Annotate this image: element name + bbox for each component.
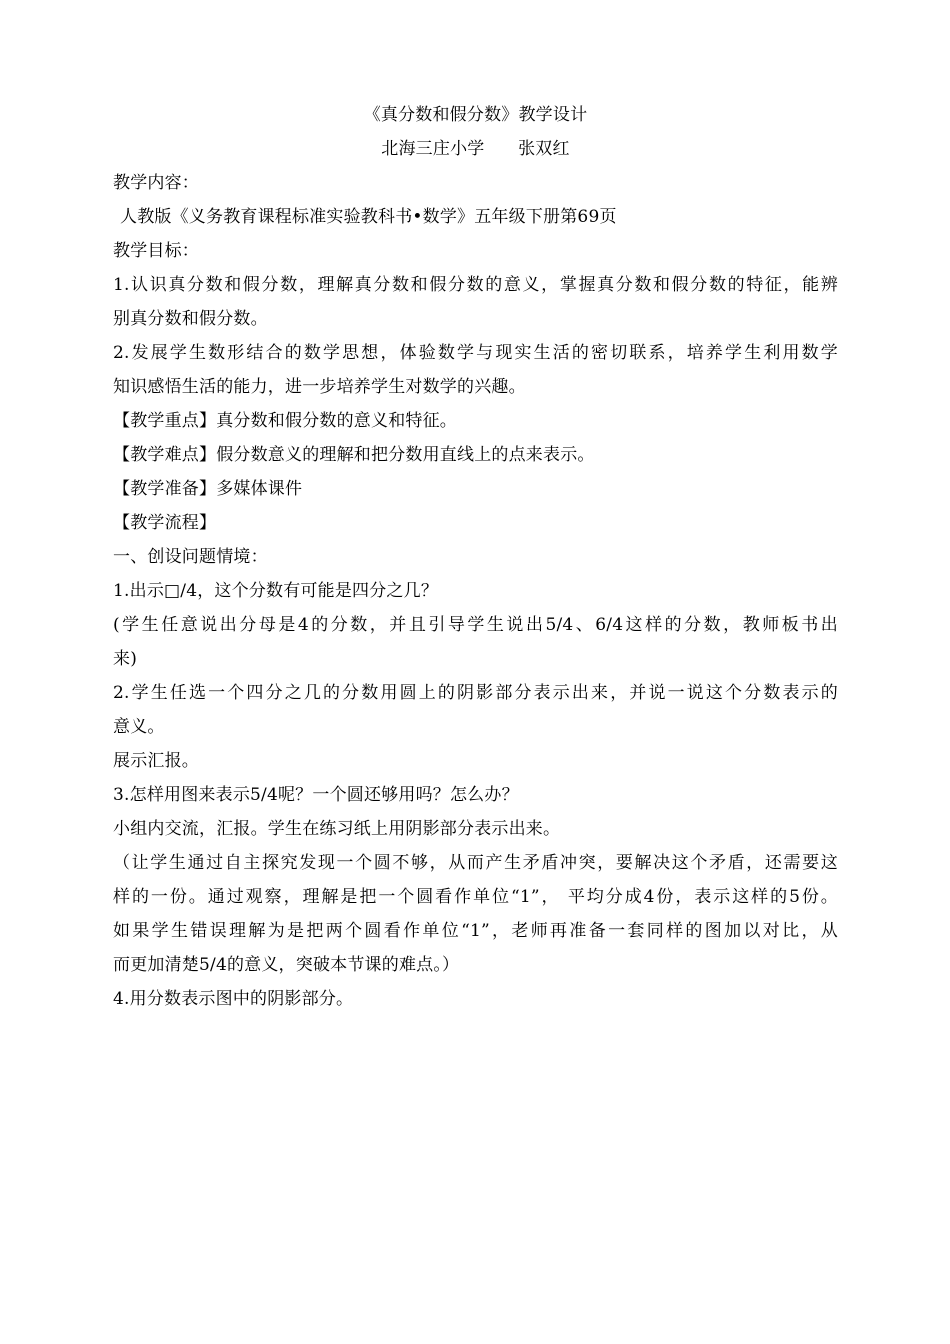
text-line: （让学生通过自主探究发现一个圆不够，从而产生矛盾冲突，要解决这个矛盾，还需要这 [113,853,838,873]
text-line: 【教学重点】真分数和假分数的意义和特征。 [113,411,457,431]
text-line: 2.发展学生数形结合的数学思想，体验数学与现实生活的密切联系，培养学生利用数学 [113,343,838,363]
text-line: 知识感悟生活的能力，进一步培养学生对数学的兴趣。 [113,377,526,397]
text-line: 教学目标： [113,241,199,261]
text-line: 而更加清楚5/4的意义，突破本节课的难点。） [113,955,460,975]
document-body [113,166,838,1016]
text-line: 2.学生任选一个四分之几的分数用圆上的阴影部分表示出来，并说一说这个分数表示的 [113,683,838,703]
text-line: 1.出示□/4，这个分数有可能是四分之几？ [113,581,439,601]
text-line: 1.认识真分数和假分数，理解真分数和假分数的意义，掌握真分数和假分数的特征，能辨 [113,275,838,295]
text-line: 4.用分数表示图中的阴影部分。 [113,989,354,1009]
text-line: 样的一份。通过观察，理解是把一个圆看作单位“1”， 平均分成4份，表示这样的5份。 [113,887,838,907]
text-line: 人教版《义务教育课程标准实验教科书•数学》五年级下册第69页 [120,207,617,227]
text-line: 【教学准备】多媒体课件 [113,479,303,499]
text-line: 如果学生错误理解为是把两个圆看作单位“1”，老师再准备一套同样的图加以对比，从 [113,921,838,941]
text-line: 教学内容： [113,173,199,193]
text-line: 展示汇报。 [113,751,199,771]
document-title: 《真分数和假分数》教学设计 [363,105,588,125]
text-line: 一、创设问题情境： [113,547,268,567]
text-line: 【教学流程】 [113,513,217,533]
text-line: 【教学难点】假分数意义的理解和把分数用直线上的点来表示。 [113,445,595,465]
text-line: 小组内交流，汇报。学生在练习纸上用阴影部分表示出来。 [113,819,561,839]
author-line: 北海三庄小学 张双红 [381,139,570,159]
text-line: (学生任意说出分母是4的分数，并且引导学生说出5/4、6/4这样的分数，教师板书出 [113,615,838,635]
text-line: 别真分数和假分数。 [113,309,268,329]
text-line: 来) [113,649,138,669]
text-line: 意义。 [113,717,165,737]
text-line: 3.怎样用图来表示5/4呢？一个圆还够用吗？怎么办？ [113,785,519,805]
